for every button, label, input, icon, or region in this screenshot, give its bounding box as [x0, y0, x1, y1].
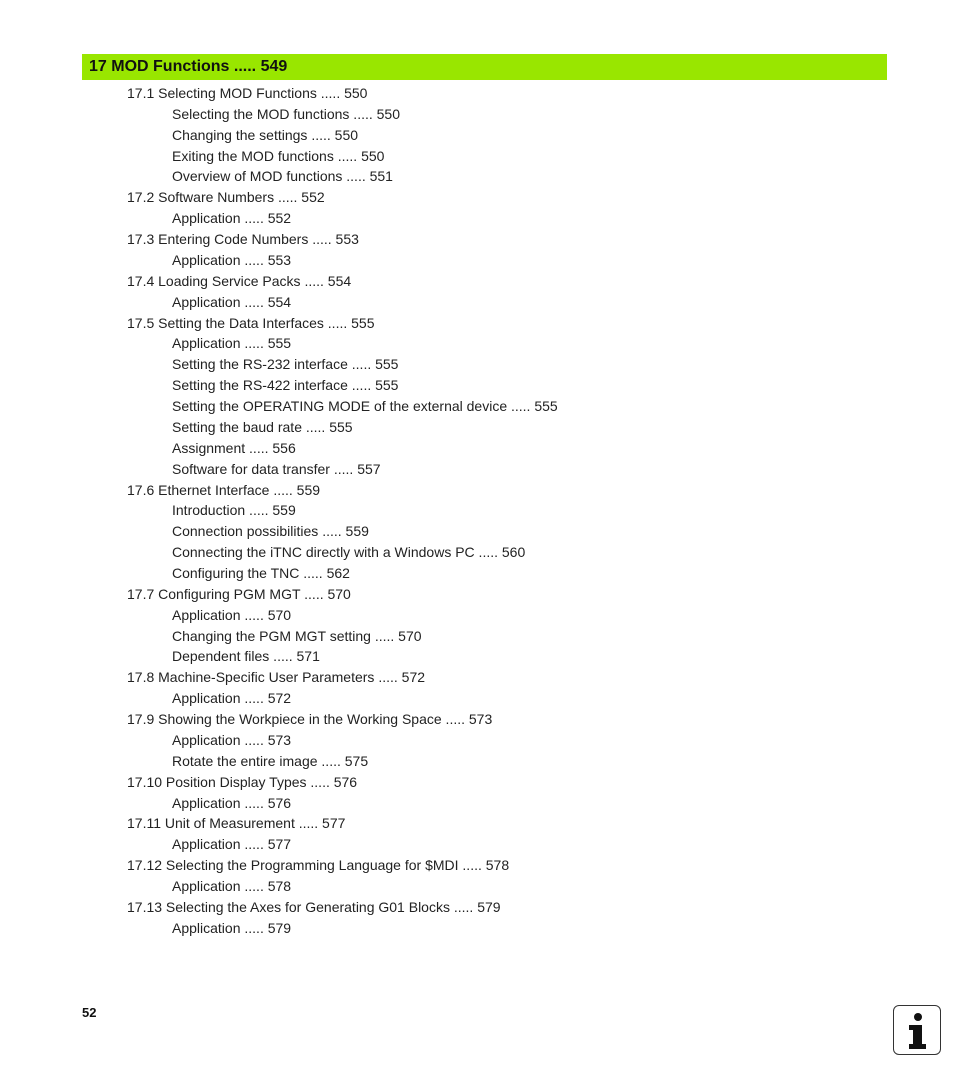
toc-section-link[interactable]: 17.6 Ethernet Interface ..... 559 [127, 481, 321, 498]
toc-section-link[interactable]: 17.11 Unit of Measurement ..... 577 [127, 815, 346, 832]
toc-subsection-link[interactable]: Setting the RS-422 interface ..... 555 [172, 377, 399, 394]
toc-section-link[interactable]: 17.12 Selecting the Programming Language for $MDI ..... 578 [127, 857, 510, 874]
toc-subsection-link[interactable]: Application ..... 555 [172, 335, 292, 352]
toc-subsection-link[interactable]: Configuring the TNC ..... 562 [172, 565, 350, 581]
toc-subsection-link[interactable]: Application ..... 572 [172, 690, 292, 707]
toc-subsection-link[interactable]: Application ..... 577 [172, 836, 292, 853]
toc-subsection-link[interactable]: Application ..... 579 [172, 919, 292, 936]
toc-section-link[interactable]: 17.5 Setting the Data Interfaces ..... 555 [127, 314, 375, 331]
chapter-title[interactable]: 17 MOD Functions ..... 549 [89, 58, 288, 75]
toc-subsection-link[interactable]: Application ..... 552 [172, 210, 292, 227]
toc-subsection-link[interactable]: Introduction ..... 559 [172, 502, 296, 519]
toc-subsection-link[interactable]: Changing the settings ..... 550 [172, 126, 359, 143]
toc-section-link[interactable]: 17.10 Position Display Types ..... 576 [127, 773, 358, 790]
toc-section-link[interactable]: 17.9 Showing the Workpiece in the Working Space ..... 573 [127, 711, 493, 728]
toc-subsection-link[interactable]: Rotate the entire image ..... 575 [172, 752, 369, 769]
toc-section-link[interactable]: 17.3 Entering Code Numbers ..... 553 [127, 231, 359, 248]
toc-subsection-link[interactable]: Application ..... 554 [172, 293, 292, 310]
toc-subsection-link[interactable]: Dependent files ..... 571 [172, 648, 320, 665]
toc-section-link[interactable]: 17.8 Machine-Specific User Parameters ..... 572 [127, 669, 426, 686]
toc-section-link[interactable]: 17.7 Configuring PGM MGT ..... 570 [127, 585, 351, 602]
toc-subsection-link[interactable]: Assignment ..... 556 [172, 439, 296, 456]
toc-subsection-link[interactable]: Setting the baud rate ..... 555 [172, 418, 353, 435]
toc-section-link[interactable]: 17.4 Loading Service Packs ..... 554 [127, 272, 352, 289]
info-icon [893, 1005, 941, 1055]
toc-subsection-link[interactable]: Software for data transfer ..... 557 [172, 460, 381, 477]
toc-section-link[interactable]: 17.1 Selecting MOD Functions ..... 550 [127, 85, 368, 101]
toc-section-link[interactable]: 17.2 Software Numbers ..... 552 [127, 189, 325, 206]
toc-subsection-link[interactable]: Application ..... 570 [172, 606, 292, 623]
page-number: 52 [82, 1005, 97, 1020]
toc-subsection-link[interactable]: Application ..... 576 [172, 794, 292, 811]
toc-subsection-link[interactable]: Setting the OPERATING MODE of the external device ..... 555 [172, 398, 558, 415]
chapter-heading-bar [82, 54, 887, 80]
toc-subsection-link[interactable]: Connecting the iTNC directly with a Windows PC ..... 560 [172, 544, 526, 561]
toc-subsection-link[interactable]: Application ..... 578 [172, 878, 292, 895]
toc-subsection-link[interactable]: Selecting the MOD functions ..... 550 [172, 105, 401, 122]
toc-subsection-link[interactable]: Application ..... 553 [172, 251, 292, 268]
toc-subsection-link[interactable]: Setting the RS-232 interface ..... 555 [172, 356, 399, 373]
toc-subsection-link[interactable]: Application ..... 573 [172, 731, 292, 748]
toc-subsection-link[interactable]: Overview of MOD functions ..... 551 [172, 168, 393, 185]
toc-subsection-link[interactable]: Changing the PGM MGT setting ..... 570 [172, 627, 422, 644]
toc-subsection-link[interactable]: Connection possibilities ..... 559 [172, 523, 369, 540]
toc-subsection-link[interactable]: Exiting the MOD functions ..... 550 [172, 147, 385, 164]
info-glyph [894, 1006, 939, 1053]
toc-section-link[interactable]: 17.13 Selecting the Axes for Generating G01 Blocks ..... 579 [127, 898, 501, 915]
